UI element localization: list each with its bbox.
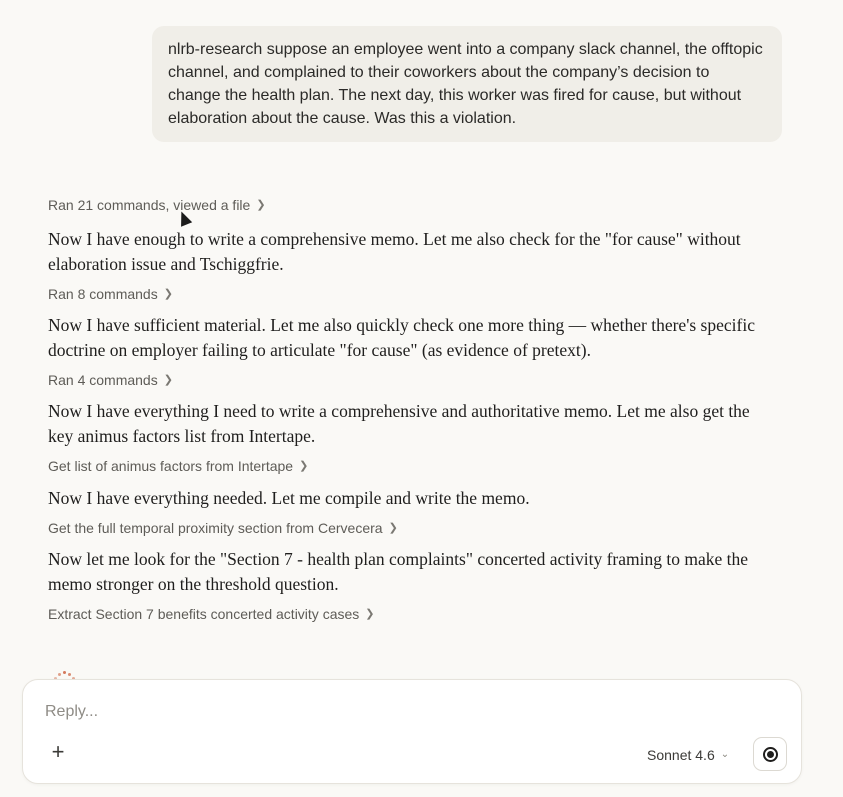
plus-icon[interactable]: + (51, 739, 65, 764)
chevron-right-icon: ❯ (256, 198, 266, 211)
tool-step-label: Extract Section 7 benefits concerted activity cases (48, 606, 360, 622)
user-message-text: nlrb-research suppose an employee went into a company slack channel, the offtopic channel, and complained to their coworkers about the company’s decision to change the health plan. The next day, this worker was fired for cause, but without elaboration about the cause. Was this a violation. (168, 41, 763, 127)
assistant-steps (48, 194, 768, 625)
composer (22, 679, 802, 784)
assistant-paragraph-3: Now I have everything I need to write a comprehensive and authoritative memo. Let me also get the key animus factors list from Intertape. (48, 401, 750, 446)
chevron-right-icon: ❯ (388, 521, 398, 534)
user-message-bubble (152, 26, 782, 142)
chevron-down-icon: ⌄ (720, 748, 730, 760)
tool-step-label: Ran 8 commands (48, 286, 158, 302)
tool-step-label: Ran 4 commands (48, 372, 158, 388)
tool-step-label: Get list of animus factors from Intertape (48, 458, 294, 474)
model-name: Sonnet 4.6 (647, 747, 715, 763)
assistant-paragraph-2: Now I have sufficient material. Let me also quickly check one more thing — whether there's specific doctrine on employer failing to articulate "for cause" (as evidence of pretext). (48, 315, 755, 360)
tool-step-2[interactable] (48, 283, 768, 305)
assistant-paragraph-1: Now I have enough to write a comprehensive memo. Let me also check for the "for cause" without elaboration issue and Tschiggfrie. (48, 229, 741, 274)
chevron-right-icon: ❯ (163, 287, 173, 300)
stop-button[interactable] (753, 737, 787, 771)
assistant-paragraph-4: Now I have everything needed. Let me compile and write the memo. (48, 488, 530, 508)
tool-step-1[interactable] (48, 194, 768, 216)
reply-input[interactable] (45, 700, 645, 724)
chevron-right-icon: ❯ (163, 373, 173, 386)
tool-step-label: Get the full temporal proximity section from Cervecera (48, 520, 383, 536)
tool-step-3[interactable] (48, 369, 768, 391)
model-selector[interactable] (647, 744, 729, 766)
tool-step-6[interactable] (48, 603, 768, 625)
tool-step-5[interactable] (48, 517, 768, 539)
tool-step-label: Ran 21 commands, viewed a file (48, 197, 251, 213)
chevron-right-icon: ❯ (365, 607, 375, 620)
assistant-paragraph-5: Now let me look for the "Section 7 - health plan complaints" concerted activity framing to make the memo stronger on the threshold question. (48, 549, 748, 594)
tool-step-4[interactable] (48, 455, 768, 477)
stop-icon (763, 747, 778, 762)
chevron-right-icon: ❯ (299, 459, 309, 472)
